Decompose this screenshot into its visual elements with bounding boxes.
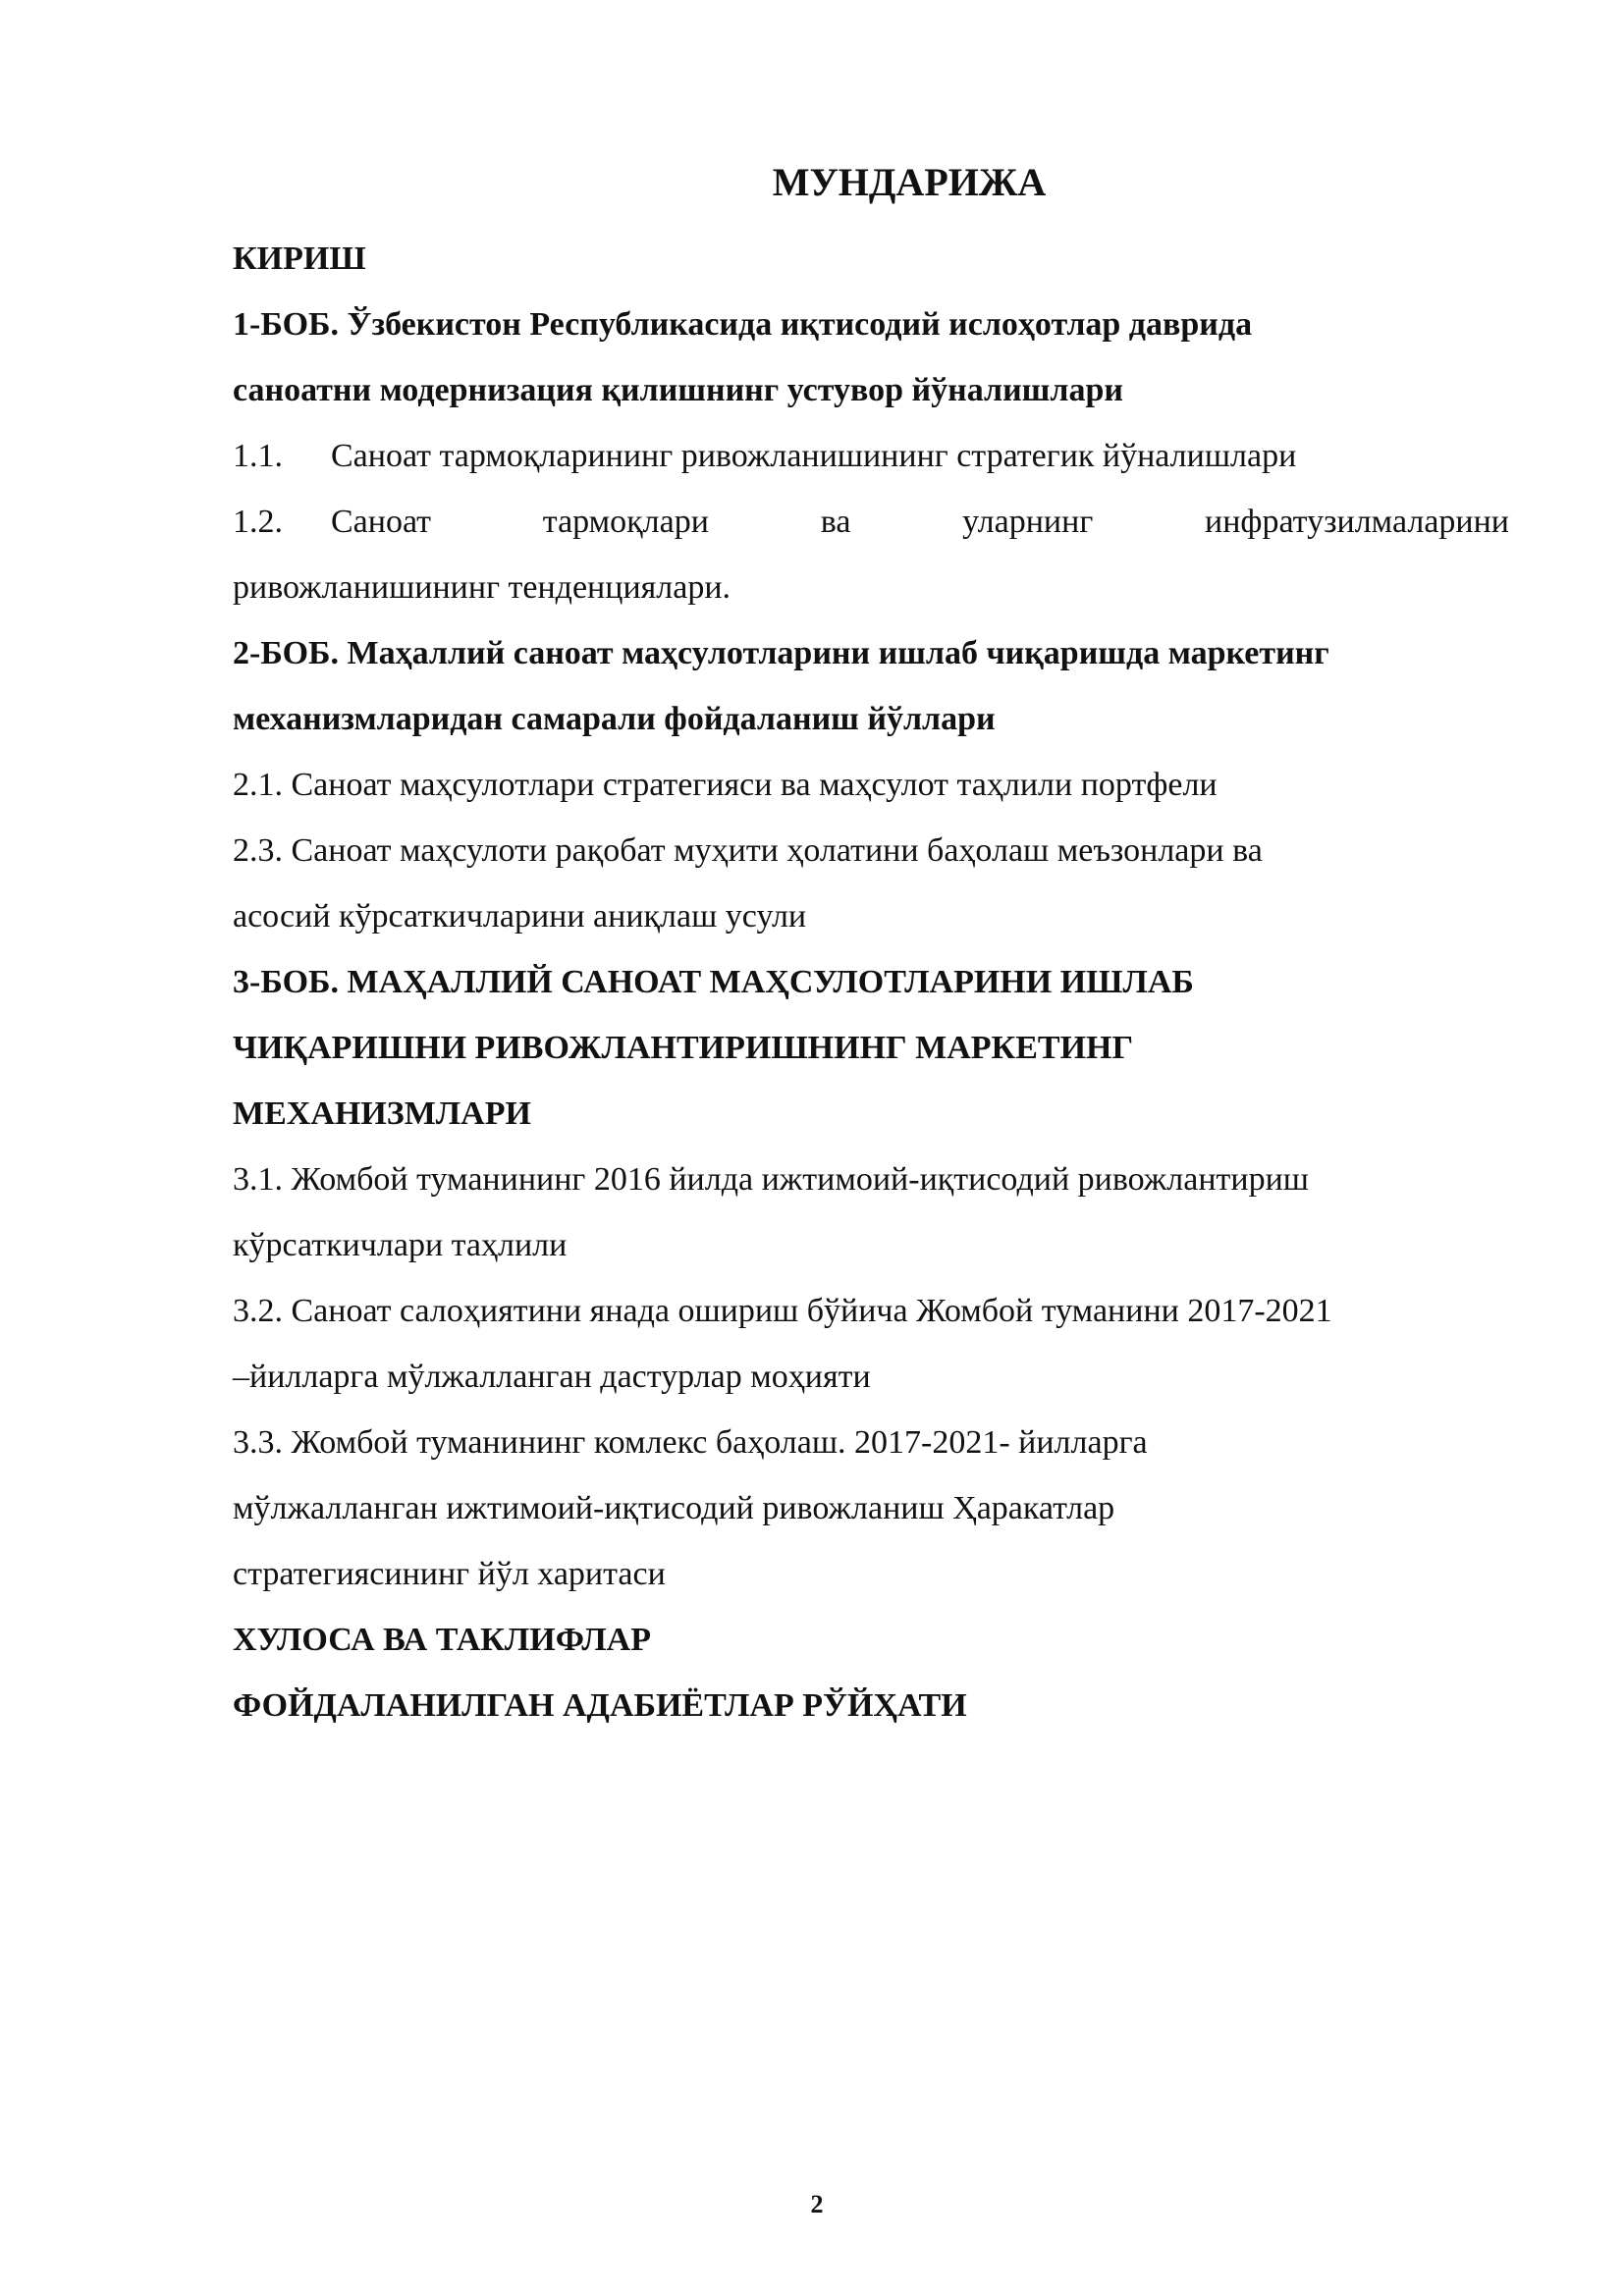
toc-section-3-1-line-2: кўрсаткичлари таҳлили — [233, 1227, 568, 1263]
toc-chapter-2-line-1: 2-БОБ. Маҳаллий саноат маҳсулотларини ишлаб чиқаришда маркетинг — [233, 635, 1329, 671]
toc-chapter-1-line-1: 1-БОБ. Ўзбекистон Республикасида иқтисодий ислоҳотлар даврида — [233, 306, 1253, 343]
toc-section-2-1: 2.1. Саноат маҳсулотлари стратегияси ва маҳсулот таҳлили портфели — [233, 767, 1218, 803]
toc-section-1-2-continuation: ривожланишининг тенденциялари. — [233, 569, 731, 606]
toc-section-1-1 — [233, 423, 1509, 489]
toc-chapter-2-line-2: механизмларидан самарали фойдаланиш йўллари — [233, 701, 996, 737]
toc-references: ФОЙДАЛАНИЛГАН АДАБИЁТЛАР РЎЙҲАТИ — [233, 1687, 967, 1724]
toc-section-3-3-line-1: 3.3. Жомбой туманининг комлекс баҳолаш. 2017-2021- йилларга — [233, 1424, 1148, 1461]
section-title: Саноат тармоқларининг ривожланишининг стратегик йўналишлари — [331, 438, 1297, 474]
page-title: МУНДАРИЖА — [772, 160, 1047, 204]
toc-introduction: КИРИШ — [233, 240, 366, 277]
toc-section-3-1-line-1: 3.1. Жомбой туманининг 2016 йилда ижтимоий-иқтисодий ривожлантириш — [233, 1161, 1309, 1198]
toc-section-3-3-line-3: стратегиясининг йўл харитаси — [233, 1556, 666, 1592]
section-number: 1.1. — [233, 438, 283, 474]
toc-section-2-3-line-1: 2.3. Саноат маҳсулоти рақобат муҳити ҳолатини баҳолаш меъзонлари ва — [233, 832, 1263, 869]
table-of-contents — [233, 226, 1509, 1738]
toc-section-3-2-line-2: –йилларга мўлжалланган дастурлар моҳияти — [233, 1359, 871, 1395]
toc-chapter-3-line-1: 3-БОБ. МАҲАЛЛИЙ САНОАТ МАҲСУЛОТЛАРИНИ ИШЛАБ — [233, 964, 1194, 1000]
toc-conclusion: ХУЛОСА ВА ТАКЛИФЛАР — [233, 1622, 651, 1658]
toc-section-1-2 — [233, 489, 1509, 555]
section-number: 1.2. — [233, 504, 283, 540]
toc-section-2-3-line-2: асосий кўрсаткичларини аниқлаш усули — [233, 898, 807, 934]
toc-chapter-3-line-2: ЧИҚАРИШНИ РИВОЖЛАНТИРИШНИНГ МАРКЕТИНГ — [233, 1030, 1134, 1066]
toc-section-3-2-line-1: 3.2. Саноат салоҳиятини янада ошириш бўйича Жомбой туманини 2017-2021 — [233, 1293, 1332, 1329]
section-title: Саноат тармоқлари ва уларнинг инфратузилмаларини — [331, 504, 1509, 540]
toc-chapter-1-line-2: саноатни модернизация қилишнинг устувор йўналишлари — [233, 372, 1123, 408]
toc-section-3-3-line-2: мўлжалланган ижтимоий-иқтисодий ривожланиш Ҳаракатлар — [233, 1490, 1115, 1526]
toc-chapter-3-line-3: МЕХАНИЗМЛАРИ — [233, 1095, 531, 1132]
page-number: 2 — [810, 2190, 824, 2218]
